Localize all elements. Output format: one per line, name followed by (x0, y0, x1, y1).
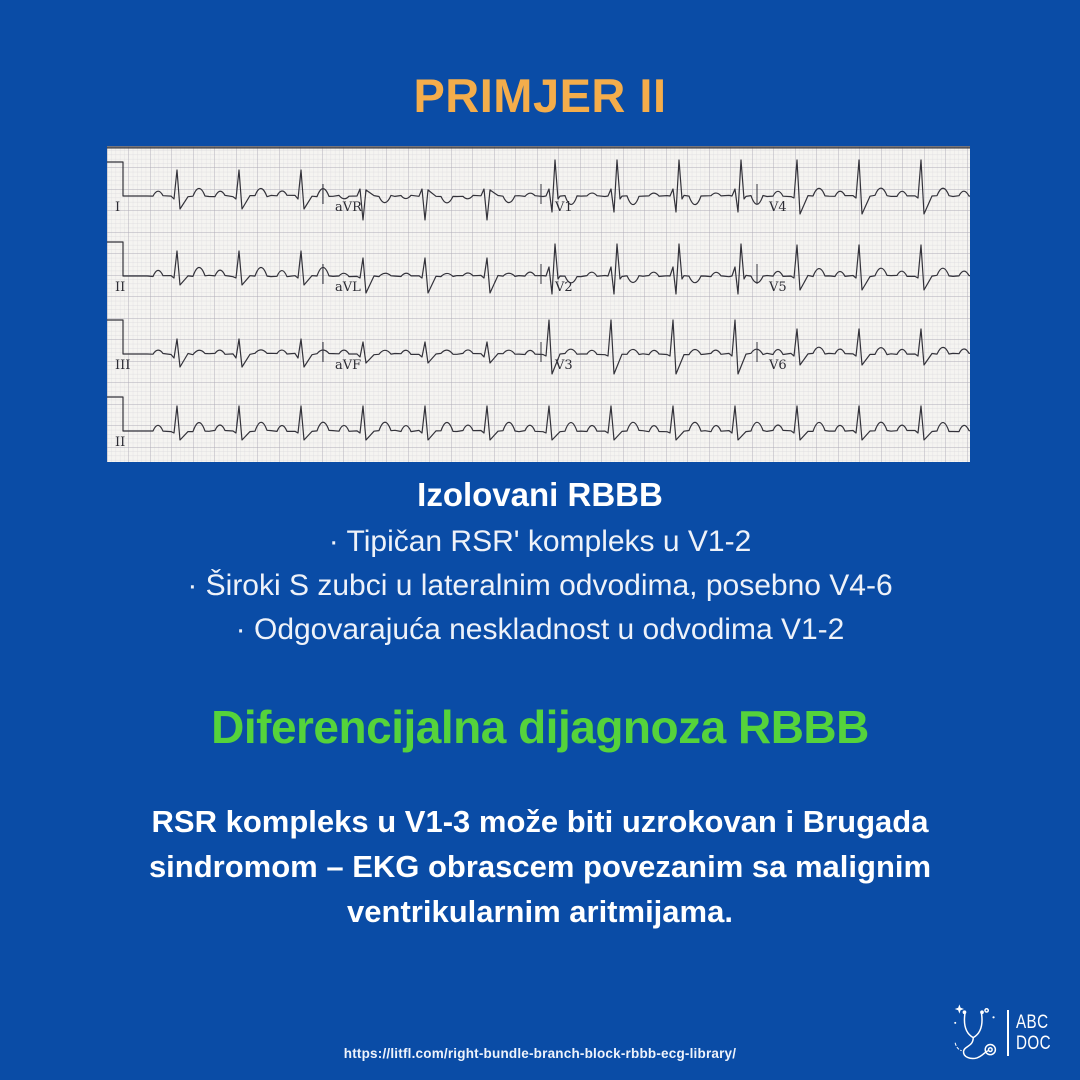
logo-divider (1007, 1010, 1009, 1056)
source-url: https://litfl.com/right-bundle-branch-block-rbbb-ecg-library/ (343, 1046, 737, 1061)
findings-heading: Izolovani RBBB (417, 476, 663, 513)
findings-bullet-1: · Tipičan RSR' kompleks u V1-2 (328, 525, 752, 558)
logo-wordmark (1016, 1012, 1051, 1054)
differential-body: RSR kompleks u V1-3 može biti uzrokovan i Brugada sindromom – EKG obrascem povezanim sa malignim ventrikularnim aritmijama. (148, 804, 932, 929)
findings-bullet-3: · Odgovarajuća neskladnost u odvodima V1-2 (235, 613, 845, 646)
svg-text:aVR: aVR (335, 200, 362, 215)
svg-text:V6: V6 (769, 358, 787, 373)
svg-text:V1: V1 (555, 200, 573, 215)
logo-line-2: DOC (1016, 1033, 1052, 1054)
svg-text:V4: V4 (769, 200, 787, 215)
svg-text:V2: V2 (555, 280, 573, 295)
svg-text:V3: V3 (555, 358, 573, 373)
differential-heading: Diferencijalna dijagnoza RBBB (211, 701, 869, 753)
findings-bullet-2: · Široki S zubci u lateralnim odvodima, posebno V4-6 (187, 569, 893, 602)
svg-text:aVF: aVF (335, 358, 362, 373)
logo-line-1: ABC (1016, 1012, 1049, 1033)
stethoscope-icon (952, 1004, 1000, 1062)
findings-bullet-list (0, 520, 1080, 652)
svg-text:I: I (115, 200, 121, 215)
svg-text:aVL: aVL (335, 280, 361, 295)
ecg-12-lead-strip (107, 146, 970, 462)
svg-text:V5: V5 (769, 280, 787, 295)
svg-text:III: III (115, 358, 131, 373)
brand-logo (952, 1004, 1060, 1062)
svg-text:II: II (115, 435, 126, 450)
page-title: PRIMJER II (413, 69, 667, 122)
ecg-image (107, 146, 970, 462)
svg-text:II: II (115, 280, 126, 295)
